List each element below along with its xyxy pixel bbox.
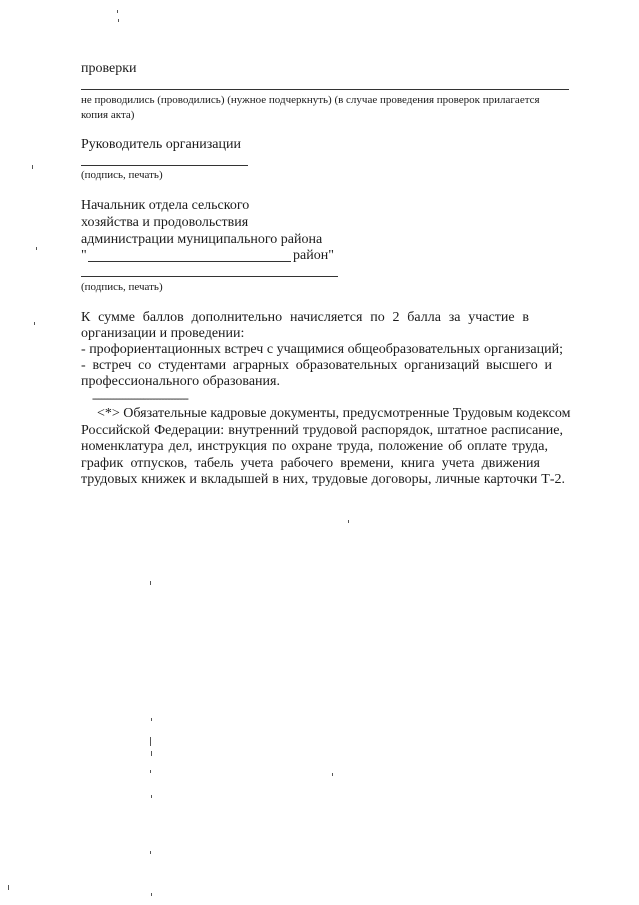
footnote-text-line: <*> Обязательные кадровые документы, предусмотренные Трудовым кодексом <box>97 406 571 421</box>
scan-mark <box>151 751 152 756</box>
scan-mark <box>118 19 119 22</box>
footnote-text-line: график отпусков, табель учета рабочего времени, книга учета движения <box>81 456 540 471</box>
head-of-organization-label: Руководитель организации <box>81 137 241 152</box>
scan-mark <box>151 718 152 721</box>
chief-title-line-1: Начальник отдела сельского <box>81 198 250 213</box>
bonus-text-line: организации и проведении: <box>81 326 245 341</box>
footnote-text-line: номенклатура дел, инструкция по охране труда, положение об оплате труда, <box>81 439 548 454</box>
signature-caption: (подпись, печать) <box>81 281 163 293</box>
scan-mark <box>8 885 9 890</box>
scan-mark <box>32 165 33 169</box>
checks-note: не проводились (проводились) (нужное подчеркнуть) (в случае проведения проверок прилагается <box>81 94 540 106</box>
district-open-quote: " <box>81 248 87 263</box>
district-name-line <box>88 261 291 262</box>
scan-mark <box>348 520 349 523</box>
bonus-text-line: К сумме баллов дополнительно начисляется по 2 балла за участие в <box>81 310 529 325</box>
scan-mark <box>150 770 151 773</box>
scan-mark <box>34 322 35 325</box>
scan-mark <box>151 893 152 896</box>
bonus-text-line: - профориентационных встреч с учащимися общеобразовательных организаций; <box>81 342 563 357</box>
chief-signature-line <box>81 276 338 277</box>
checks-label: проверки <box>81 61 137 76</box>
scan-mark <box>36 247 37 250</box>
footnote-separator: -------------------------------- <box>92 391 188 405</box>
scan-mark <box>332 773 333 776</box>
signature-caption: (подпись, печать) <box>81 169 163 181</box>
chief-title-line-3: администрации муниципального района <box>81 232 323 247</box>
checks-underline <box>81 89 569 90</box>
scan-mark <box>151 795 152 798</box>
district-suffix: район" <box>293 248 334 263</box>
checks-note-continued: копия акта) <box>81 109 135 121</box>
head-signature-line <box>81 165 248 166</box>
bonus-text-line: профессионального образования. <box>81 374 280 389</box>
scan-mark <box>117 10 118 13</box>
scan-mark <box>150 581 151 585</box>
scan-mark <box>150 737 151 746</box>
chief-title-line-2: хозяйства и продовольствия <box>81 215 249 230</box>
scan-mark <box>150 851 151 854</box>
footnote-text-line: трудовых книжек и вкладышей в них, трудовые договоры, личные карточки Т-2. <box>81 472 565 487</box>
footnote-text-line: Российской Федерации: внутренний трудовой распорядок, штатное расписание, <box>81 423 563 438</box>
bonus-text-line: - встреч со студентами аграрных образовательных организаций высшего и <box>81 358 552 373</box>
